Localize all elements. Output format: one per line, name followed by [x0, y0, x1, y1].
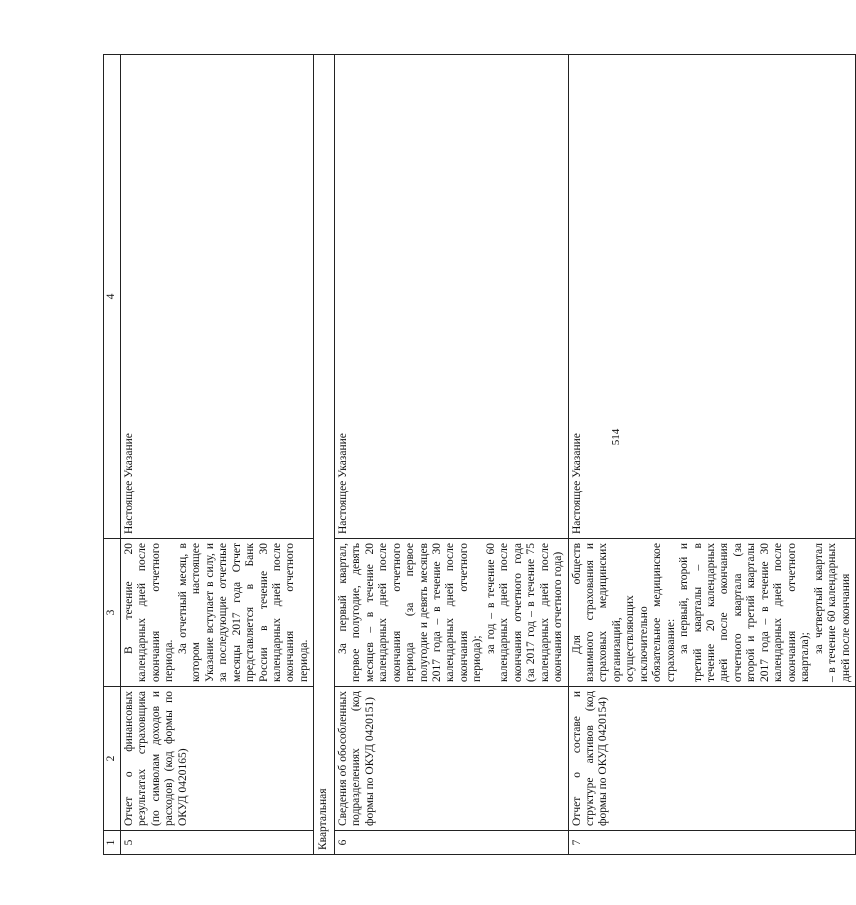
- deadline-paragraph: за первый, второй и третий кварталы – в течение 20 календарных дней после окончания отчетного квартала (за второй и третий кварталы 2017 года – в течение 30 календарных дней после окончания отчетного квартала);: [678, 543, 812, 682]
- header-col-2: 2: [104, 687, 121, 831]
- form-name: Отчет о составе и структуре активов (код формы по ОКУД 0420154): [568, 687, 856, 831]
- deadline-cell: [121, 539, 314, 687]
- table-header-row: [104, 55, 121, 855]
- reporting-forms-table: [103, 54, 856, 855]
- row-number: 7: [568, 831, 856, 855]
- deadline-paragraph: В течение 20 календарных дней после окончания отчетного периода.: [123, 543, 176, 682]
- deadline-paragraph: за год – в течение 60 календарных дней после окончания отчетного года (за 2017 год – в течение 75 календарных дней после окончания отчетного года): [484, 543, 565, 682]
- table-row: [121, 55, 314, 855]
- table-row: [334, 55, 568, 855]
- row-number: 6: [334, 831, 568, 855]
- section-label: Квартальная: [314, 55, 334, 855]
- form-name: Сведения об обособленных подразделениях (код формы по ОКУД 0420151): [334, 687, 568, 831]
- deadline-paragraph: За отчетный месяц, в котором настоящее Указание вступает в силу, и за последующие отчетные месяцы 2017 года Отчет представляется в Банк России в течение 30 календарных дней после окончания отчетного периода.: [176, 543, 310, 682]
- row-number: 5: [121, 831, 314, 855]
- deadline-paragraph: За первый квартал, первое полугодие, девять месяцев – в течение 20 календарных дней после окончания отчетного периода (за первое полугодие и девять месяцев 2017 года – в течение 30 календарных дней после окончания отчетного периода);: [336, 543, 484, 682]
- note-cell: Настоящее Указание: [334, 55, 568, 539]
- header-col-4: 4: [104, 55, 121, 539]
- note-cell: Настоящее Указание: [568, 55, 856, 539]
- header-col-1: 1: [104, 831, 121, 855]
- deadline-paragraph: за четвертый квартал – в течение 60 календарных дней после окончания: [812, 543, 852, 682]
- table-row: [568, 55, 856, 855]
- deadline-cell: [568, 539, 856, 687]
- note-cell: Настоящее Указание: [121, 55, 314, 539]
- page-number: 514: [610, 428, 622, 446]
- form-name: Отчет о финансовых результатах страховщика (по символам доходов и расходов) (код формы по ОКУД 0420165): [121, 687, 314, 831]
- section-row: [314, 55, 334, 855]
- deadline-cell: [334, 539, 568, 687]
- header-col-3: 3: [104, 539, 121, 687]
- deadline-paragraph: Для обществ взаимного страхования и страховых медицинских организаций, осуществляющих исключительно обязательное медицинское страхование:: [570, 543, 677, 682]
